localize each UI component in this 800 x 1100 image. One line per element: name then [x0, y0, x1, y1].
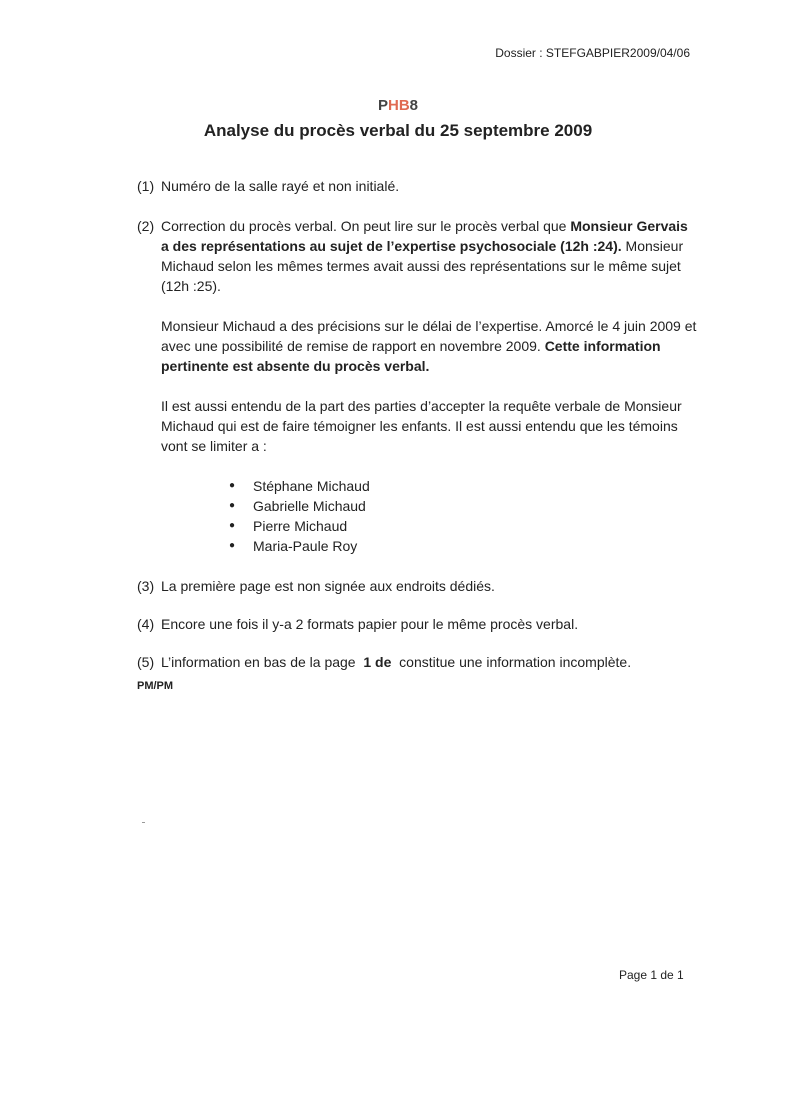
- list-item: [229, 536, 697, 556]
- item-number: (1): [137, 178, 155, 194]
- list-item: [229, 516, 697, 536]
- bullet-icon: ●: [229, 520, 236, 531]
- item-text: Numéro de la salle rayé et non initialé.: [161, 178, 400, 194]
- dossier-reference: Dossier : STEFGABPIER2009/04/06: [495, 46, 690, 60]
- item-2-text-c: Monsieur Michaud selon les mêmes termes avait aussi des représentations sur le même sujet (12h :25).: [161, 238, 684, 294]
- bullet-icon: ●: [229, 480, 236, 491]
- paragraph-2-bold: Cette information pertinente est absente du procès verbal.: [161, 338, 661, 374]
- item-text: Encore une fois il y-a 2 formats papier pour le même procès verbal.: [161, 616, 579, 632]
- bullet-icon: ●: [229, 540, 236, 551]
- witness-name: Maria-Paule Roy: [253, 538, 358, 554]
- item-2-text-bold: Monsieur Gervais a des représentations au sujet de l’expertise psychosociale (12h :24).: [161, 218, 688, 254]
- item-2-text-a: Correction du procès verbal. On peut lire sur le procès verbal que: [161, 218, 571, 234]
- witness-name: Stéphane Michaud: [253, 478, 370, 494]
- item-2-paragraph-2: [161, 316, 697, 376]
- list-item: [229, 476, 697, 496]
- page-number: Page 1 de 1: [619, 968, 684, 982]
- item-text: [161, 652, 697, 672]
- witness-list: [229, 476, 697, 556]
- item-number: (4): [137, 616, 155, 632]
- document-title: Analyse du procès verbal du 25 septembre 2009: [203, 121, 593, 140]
- item-number: (2): [137, 218, 155, 234]
- item-5: [137, 652, 697, 672]
- scan-speck: [142, 822, 145, 823]
- item-text: La première page est non signée aux endroits dédiés.: [161, 578, 495, 594]
- item-5-text-a: L’information en bas de la page: [161, 654, 364, 670]
- document-code: [0, 96, 796, 116]
- paragraph-2-text: Monsieur Michaud a des précisions sur le délai de l’expertise. Amorcé le 4 juin 2009 et avec une possibilité de remise de rapport en novembre 2009.: [161, 318, 697, 354]
- item-number: (3): [137, 578, 155, 594]
- item-1: [137, 176, 697, 196]
- witness-name: Gabrielle Michaud: [253, 498, 366, 514]
- document-body: [137, 176, 697, 672]
- witness-name: Pierre Michaud: [253, 518, 348, 534]
- item-2-paragraph-3: Il est aussi entendu de la part des parties d’accepter la requête verbale de Monsieur Michaud qui est de faire témoigner les enfants. Il est aussi entendu que les témoins vont se limiter a :: [161, 398, 682, 454]
- item-5-text-bold: 1 de: [363, 654, 392, 670]
- document-header: [0, 96, 796, 143]
- item-number: (5): [137, 654, 155, 670]
- code-part-3: 8: [409, 97, 419, 114]
- item-4: [137, 614, 697, 634]
- bullet-icon: ●: [229, 500, 236, 511]
- item-2: [137, 216, 697, 296]
- code-part-2: HB: [388, 97, 410, 114]
- list-item: [229, 496, 697, 516]
- item-5-text-c: constitue une information incomplète.: [391, 654, 632, 670]
- author-initials: PM/PM: [137, 680, 174, 692]
- item-text: [161, 216, 697, 296]
- code-part-1: P: [377, 97, 388, 114]
- item-3: [137, 576, 697, 596]
